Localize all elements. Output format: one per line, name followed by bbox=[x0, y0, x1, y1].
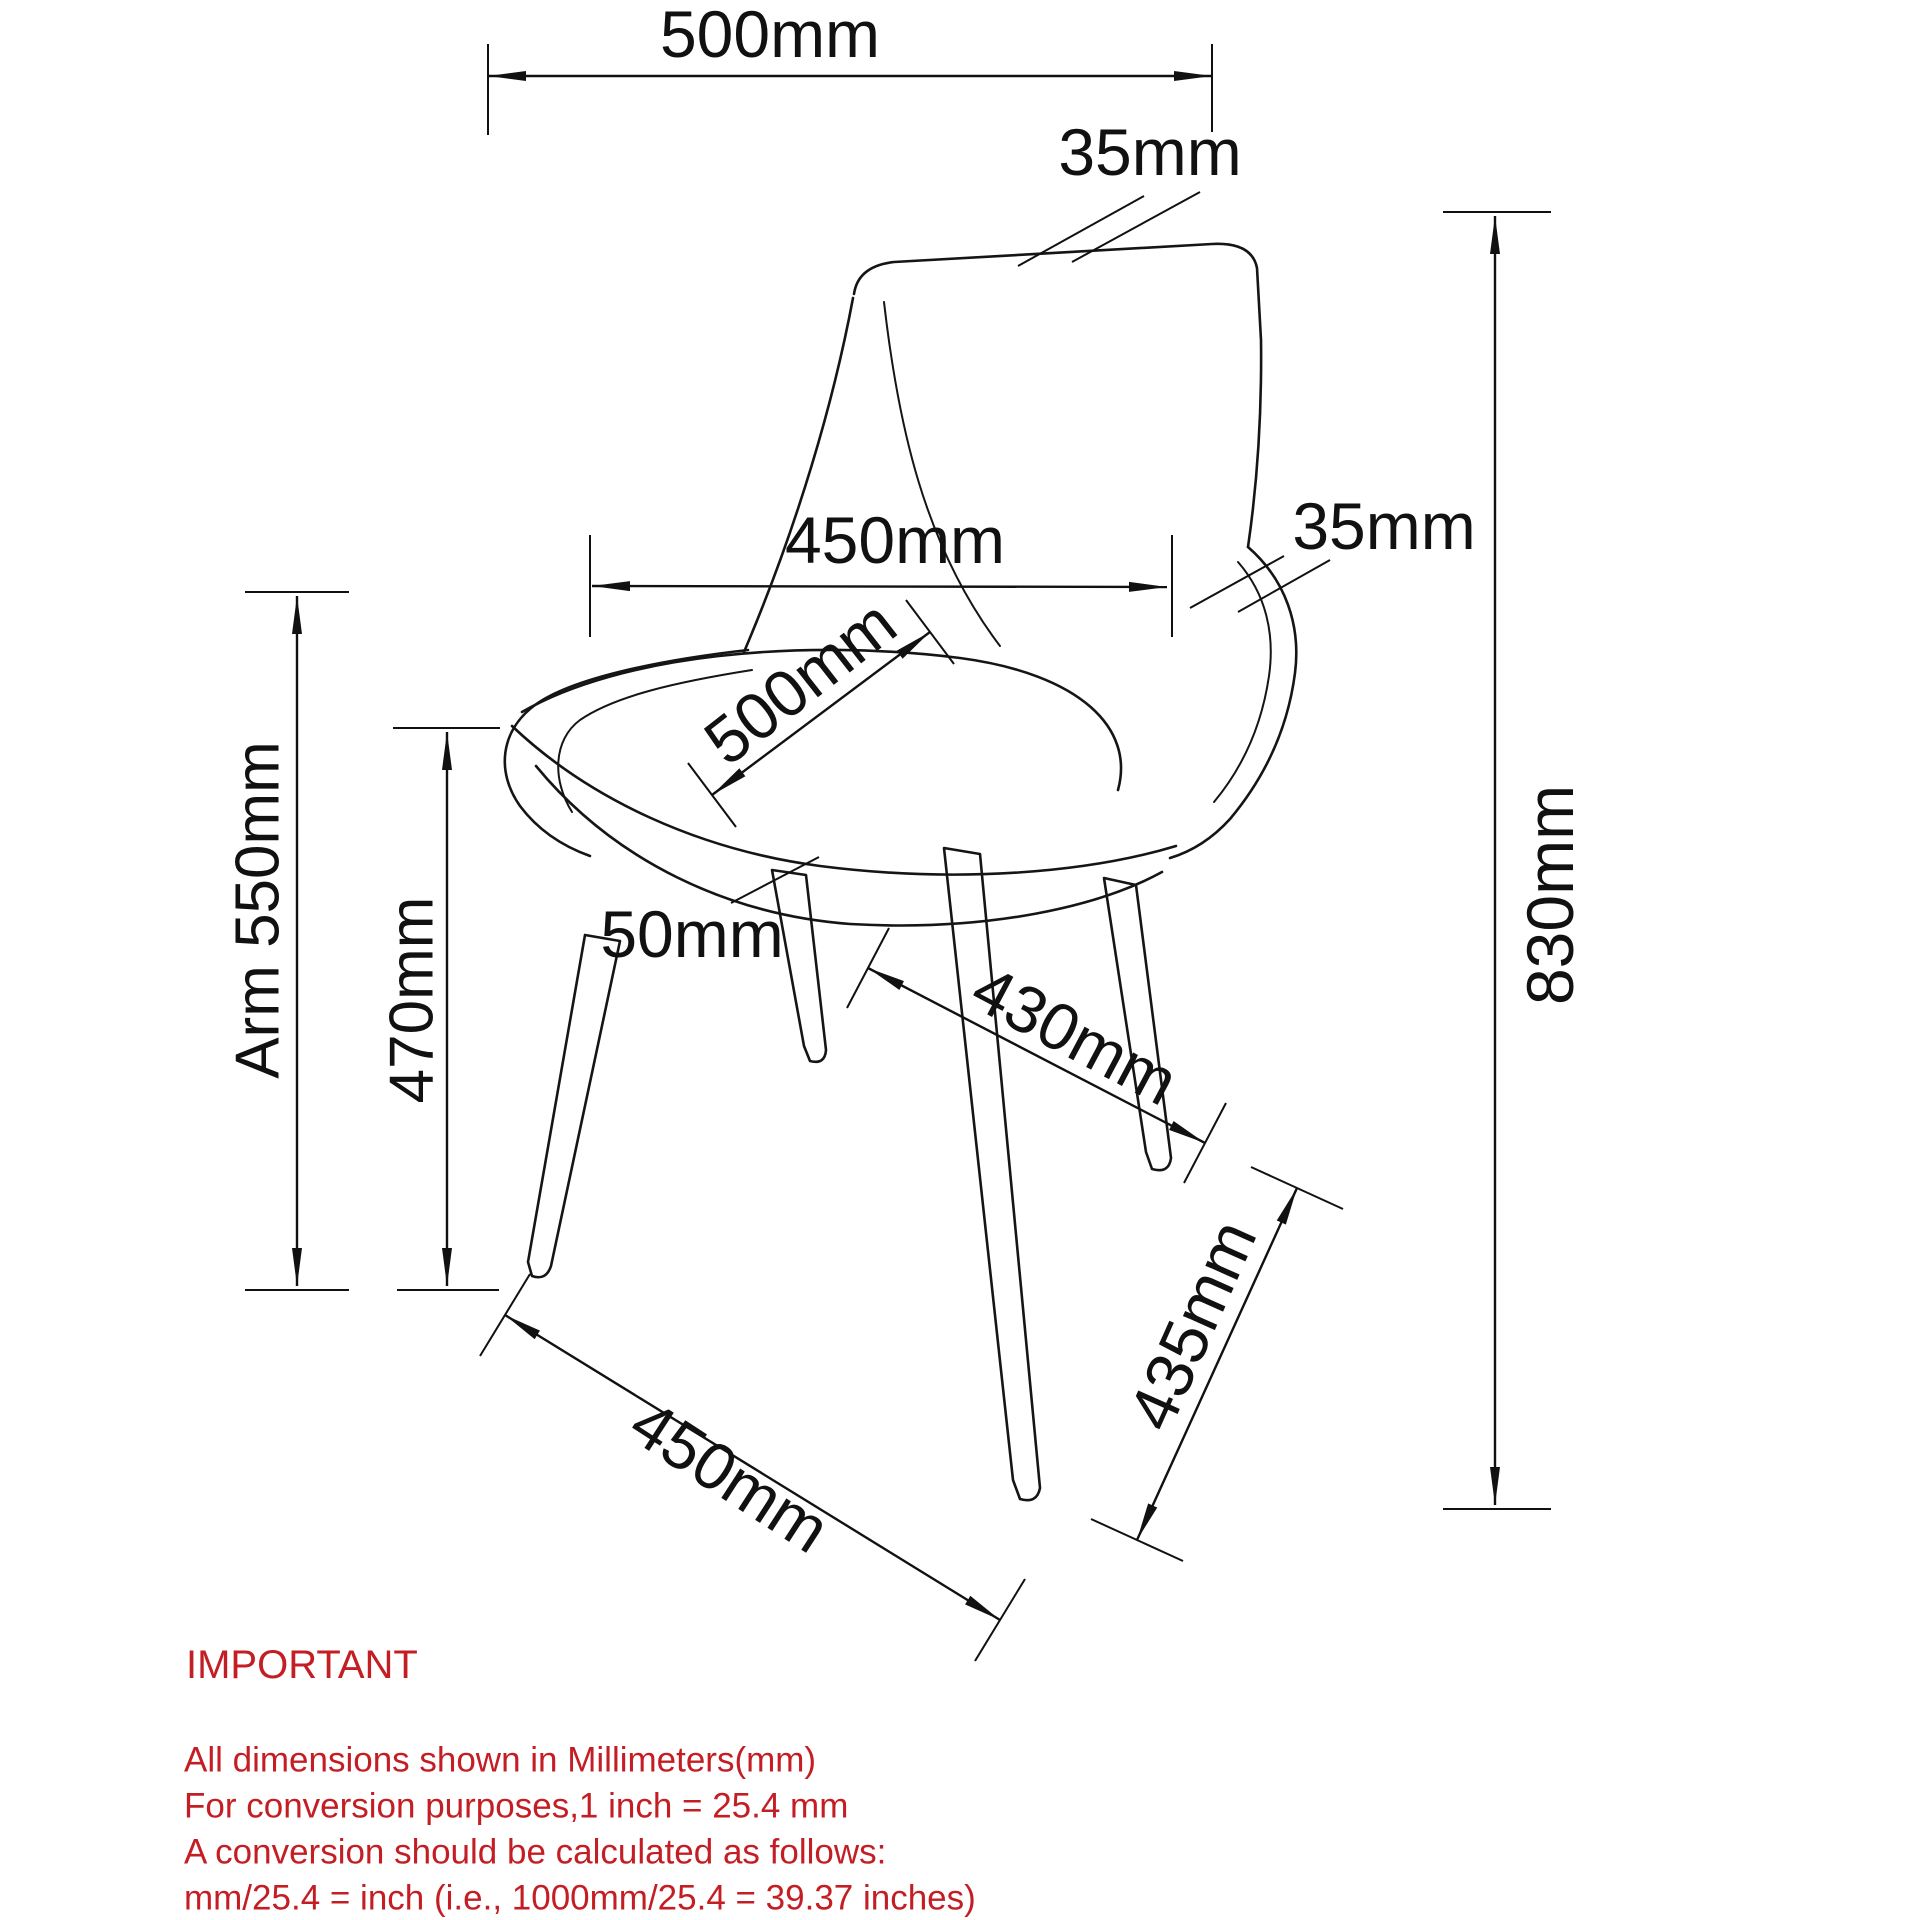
chair-rear-right-leg bbox=[944, 848, 1040, 1500]
dimension-back-thickness-side bbox=[1190, 489, 1476, 612]
notes-line-2: For conversion purposes,1 inch = 25.4 mm bbox=[184, 1786, 849, 1826]
leader-line bbox=[1238, 560, 1330, 612]
dimension-line bbox=[592, 586, 1167, 587]
dimension-label-seat-height: 470mm bbox=[377, 896, 447, 1104]
dimension-label-top-width: 500mm bbox=[659, 0, 881, 71]
chair-backrest-inner-line bbox=[884, 302, 1000, 646]
important-notes bbox=[184, 1643, 976, 1918]
dimension-label-seat-shell-thickness: 50mm bbox=[600, 897, 784, 971]
leader-line bbox=[1018, 196, 1144, 266]
dimension-label-front-leg-spread: 450mm bbox=[617, 1385, 843, 1567]
dimension-label-seat-width: 450mm bbox=[784, 503, 1006, 577]
chair-backrest-outline bbox=[854, 244, 1261, 547]
dimension-overall-height bbox=[1443, 212, 1587, 1509]
leader-line bbox=[1190, 556, 1284, 608]
notes-heading: IMPORTANT bbox=[186, 1643, 418, 1687]
dimension-arm-height bbox=[224, 592, 350, 1290]
dimension-label-arm-height: Arm 550mm bbox=[223, 741, 293, 1079]
notes-line-4: mm/25.4 = inch (i.e., 1000mm/25.4 = 39.37 inches) bbox=[184, 1878, 976, 1918]
chair-front-left-leg bbox=[528, 935, 620, 1277]
dimension-label-leg-spread-rear: 430mm bbox=[960, 950, 1190, 1120]
dimension-label-rear-leg-length: 435mm bbox=[1113, 1209, 1271, 1441]
chair-seat-front-edge bbox=[512, 726, 1176, 875]
notes-line-1: All dimensions shown in Millimeters(mm) bbox=[184, 1740, 817, 1780]
dimension-rear-leg-length bbox=[1091, 1167, 1343, 1561]
dimension-label-seat-depth: 500mm bbox=[690, 585, 910, 779]
dimension-seat-height bbox=[378, 728, 501, 1290]
dimension-label-back-thickness-top: 35mm bbox=[1058, 115, 1242, 189]
leader-line bbox=[1072, 192, 1200, 262]
notes-line-3: A conversion should be calculated as follows: bbox=[184, 1832, 887, 1872]
chair-backrest-left-edge bbox=[744, 298, 853, 652]
dimension-label-overall-height: 830mm bbox=[1513, 784, 1587, 1006]
dimension-front-leg-spread bbox=[480, 1274, 1025, 1661]
dimension-label-back-thickness-side: 35mm bbox=[1292, 489, 1476, 563]
dimension-seat-depth bbox=[688, 585, 954, 827]
chair-right-arm-outer bbox=[1170, 547, 1296, 858]
